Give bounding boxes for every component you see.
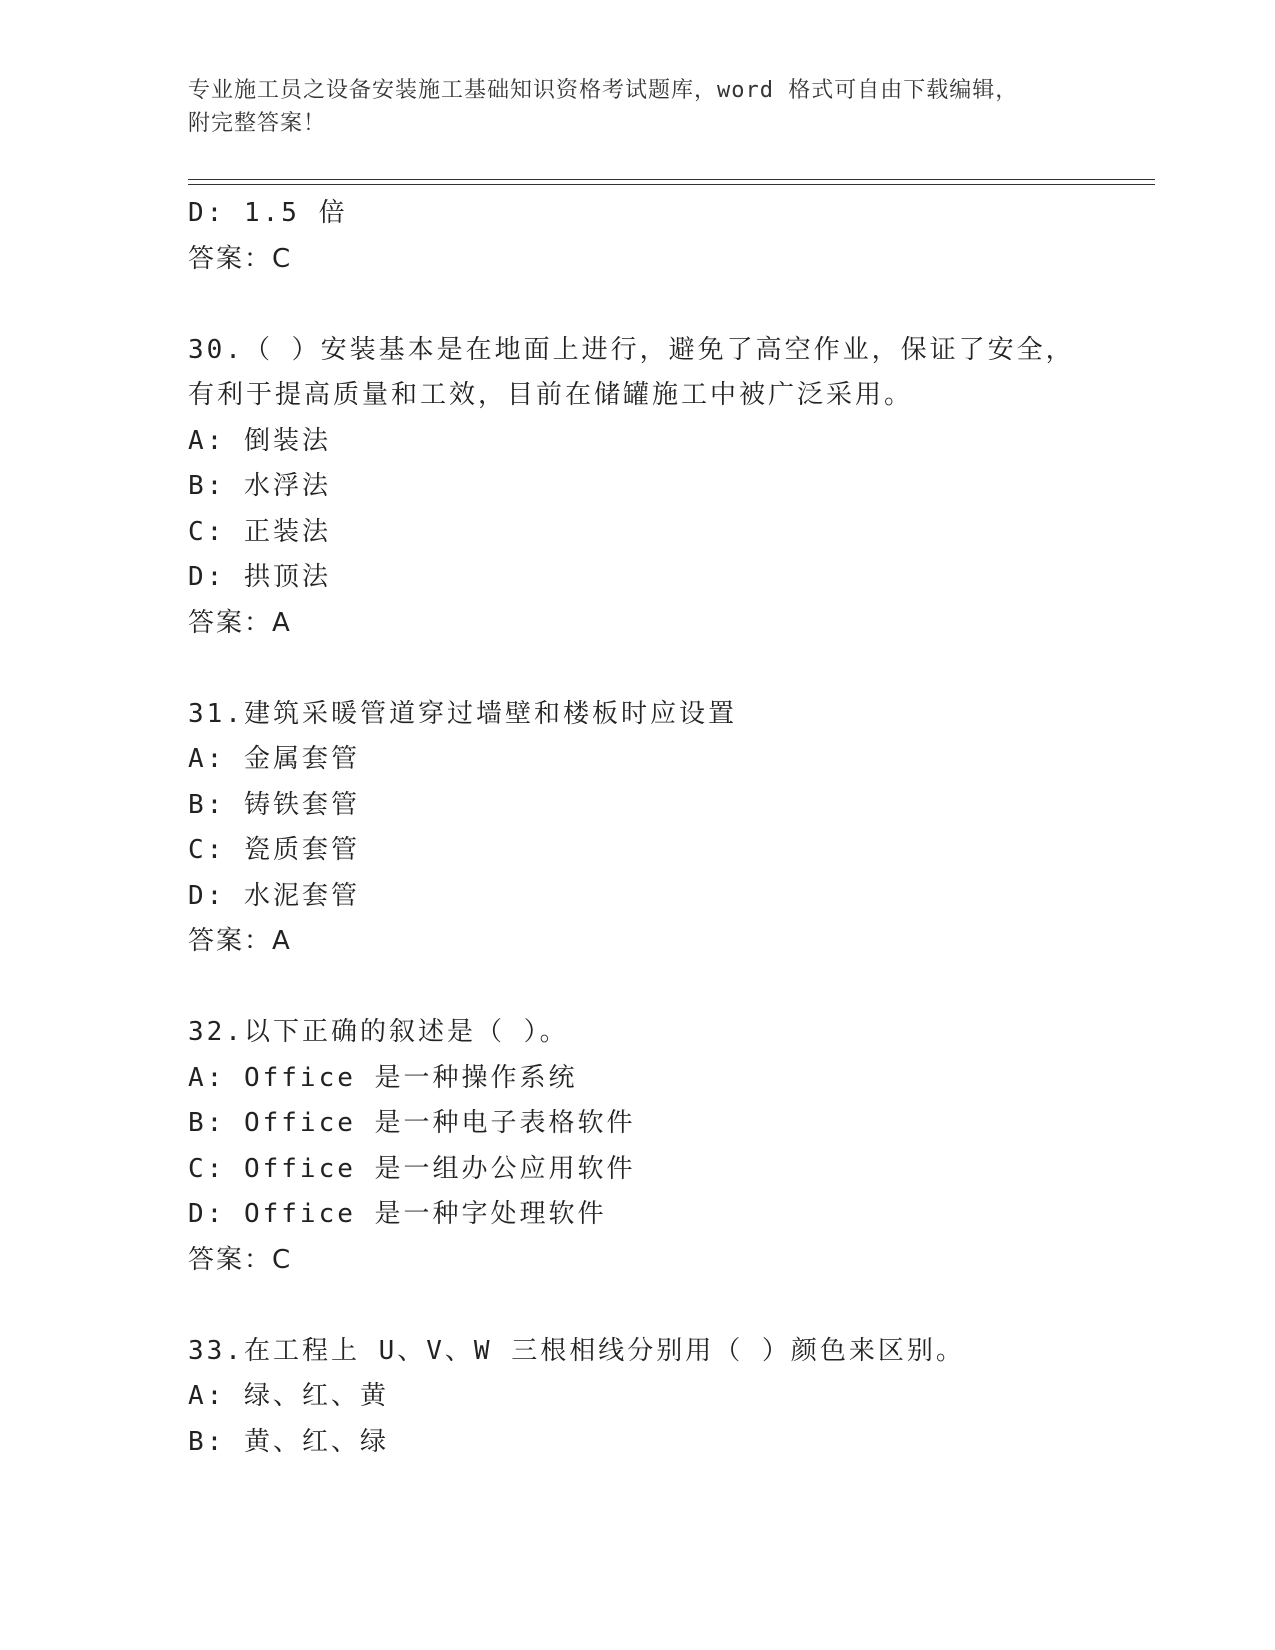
question-list xyxy=(188,191,1148,1465)
spacer xyxy=(188,646,1148,692)
option-c: C: 瓷质套管 xyxy=(188,835,360,865)
answer: 答案：A xyxy=(188,607,292,638)
option-d: D: Office 是一种字处理软件 xyxy=(188,1199,607,1229)
option-d: D: 拱顶法 xyxy=(188,562,331,592)
spacer xyxy=(188,965,1148,1011)
option-b: B: 铸铁套管 xyxy=(188,789,360,820)
question-33 xyxy=(188,1329,1148,1466)
question-stem: 33.在工程上 U、V、W 三根相线分别用（ ）颜色来区别。 xyxy=(188,1335,965,1366)
option-b: B: 水浮法 xyxy=(188,471,331,501)
header-divider-bottom xyxy=(188,184,1155,185)
question-stem-continued: 有利于提高质量和工效，目前在储罐施工中被广泛采用。 xyxy=(188,380,914,410)
page-header xyxy=(188,74,1088,140)
question-stem: 32.以下正确的叙述是（ ）。 xyxy=(188,1017,569,1047)
header-line-2: 附完整答案！ xyxy=(188,111,327,136)
header-line-1: 专业施工员之设备安装施工基础知识资格考试题库，word 格式可自由下载编辑， xyxy=(188,78,1019,103)
answer: 答案：C xyxy=(188,243,293,274)
option-d: D: 1.5 倍 xyxy=(188,198,348,228)
option-a: A: 金属套管 xyxy=(188,744,360,774)
option-b: B: 黄、红、绿 xyxy=(188,1426,389,1457)
option-a: A: 倒装法 xyxy=(188,425,331,456)
header-divider-top xyxy=(188,179,1155,180)
question-31 xyxy=(188,692,1148,965)
option-a: A: 绿、红、黄 xyxy=(188,1381,389,1411)
option-c: C: Office 是一组办公应用软件 xyxy=(188,1153,636,1184)
question-32 xyxy=(188,1010,1148,1283)
option-a: A: Office 是一种操作系统 xyxy=(188,1062,578,1093)
option-c: C: 正装法 xyxy=(188,516,331,547)
question-stem: 31.建筑采暖管道穿过墙壁和楼板时应设置 xyxy=(188,698,737,729)
spacer xyxy=(188,1283,1148,1329)
previous-question-tail xyxy=(188,191,1148,282)
spacer xyxy=(188,282,1148,328)
answer: 答案：A xyxy=(188,926,292,956)
answer: 答案：C xyxy=(188,1244,293,1275)
question-stem: 30.（ ）安装基本是在地面上进行，避免了高空作业，保证了安全， xyxy=(188,334,1075,365)
question-30 xyxy=(188,328,1148,647)
option-b: B: Office 是一种电子表格软件 xyxy=(188,1108,636,1138)
option-d: D: 水泥套管 xyxy=(188,880,360,911)
